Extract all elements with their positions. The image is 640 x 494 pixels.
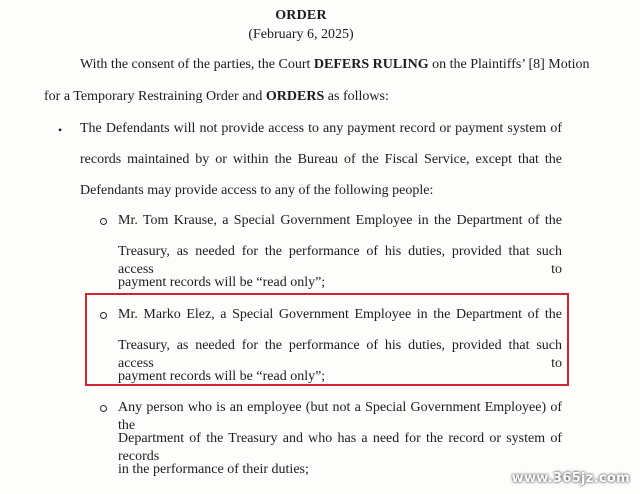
intro-text: as follows:: [324, 89, 389, 104]
bullet-line-3: Defendants may provide access to any of the following people:: [80, 183, 434, 198]
bullet-line-1: The Defendants will not provide access to any payment record or payment system of: [80, 121, 562, 136]
sub-item-3-line-2: Department of the Treasury and who has a need for the record or system of records: [118, 431, 562, 464]
bullet-marker: •: [58, 123, 63, 137]
sub-item-3-line-3: in the performance of their duties;: [118, 462, 309, 477]
sub-item-1-line-2: Treasury, as needed for the performance of his duties, provided that such access to: [118, 244, 562, 277]
intro-bold-orders: ORDERS: [265, 89, 325, 104]
sub-item-3-line-1: Any person who is an employee (but not a Special Government Employee) of the: [118, 400, 562, 433]
sub-item-2-line-1: Mr. Marko Elez, a Special Government Employee in the Department of the: [118, 307, 562, 322]
intro-bold-defers-ruling: DEFERS RULING: [313, 57, 429, 72]
intro-text: With the consent of the parties, the Court: [80, 57, 314, 72]
intro-line-1: [80, 56, 590, 74]
order-date: (February 6, 2025): [248, 27, 354, 42]
order-title: ORDER: [275, 8, 327, 23]
bullet-line-2: records maintained by or within the Bureau of the Fiscal Service, except that the: [80, 152, 562, 167]
sub-bullet-marker: [100, 312, 107, 319]
intro-text: on the Plaintiffs’ [8] Motion: [428, 57, 590, 72]
intro-line-2: [44, 88, 389, 106]
sub-bullet-marker: [100, 218, 107, 225]
site-watermark: www.365jz.com: [511, 471, 630, 486]
sub-item-1-line-1: Mr. Tom Krause, a Special Government Employee in the Department of the: [118, 213, 562, 228]
sub-item-2-line-2: Treasury, as needed for the performance of his duties, provided that such access to: [118, 338, 562, 371]
sub-item-1-line-3: payment records will be “read only”;: [118, 275, 326, 290]
sub-bullet-marker: [100, 405, 107, 412]
sub-item-2-line-3: payment records will be “read only”;: [118, 369, 326, 384]
intro-text: for a Temporary Restraining Order and: [44, 89, 266, 104]
